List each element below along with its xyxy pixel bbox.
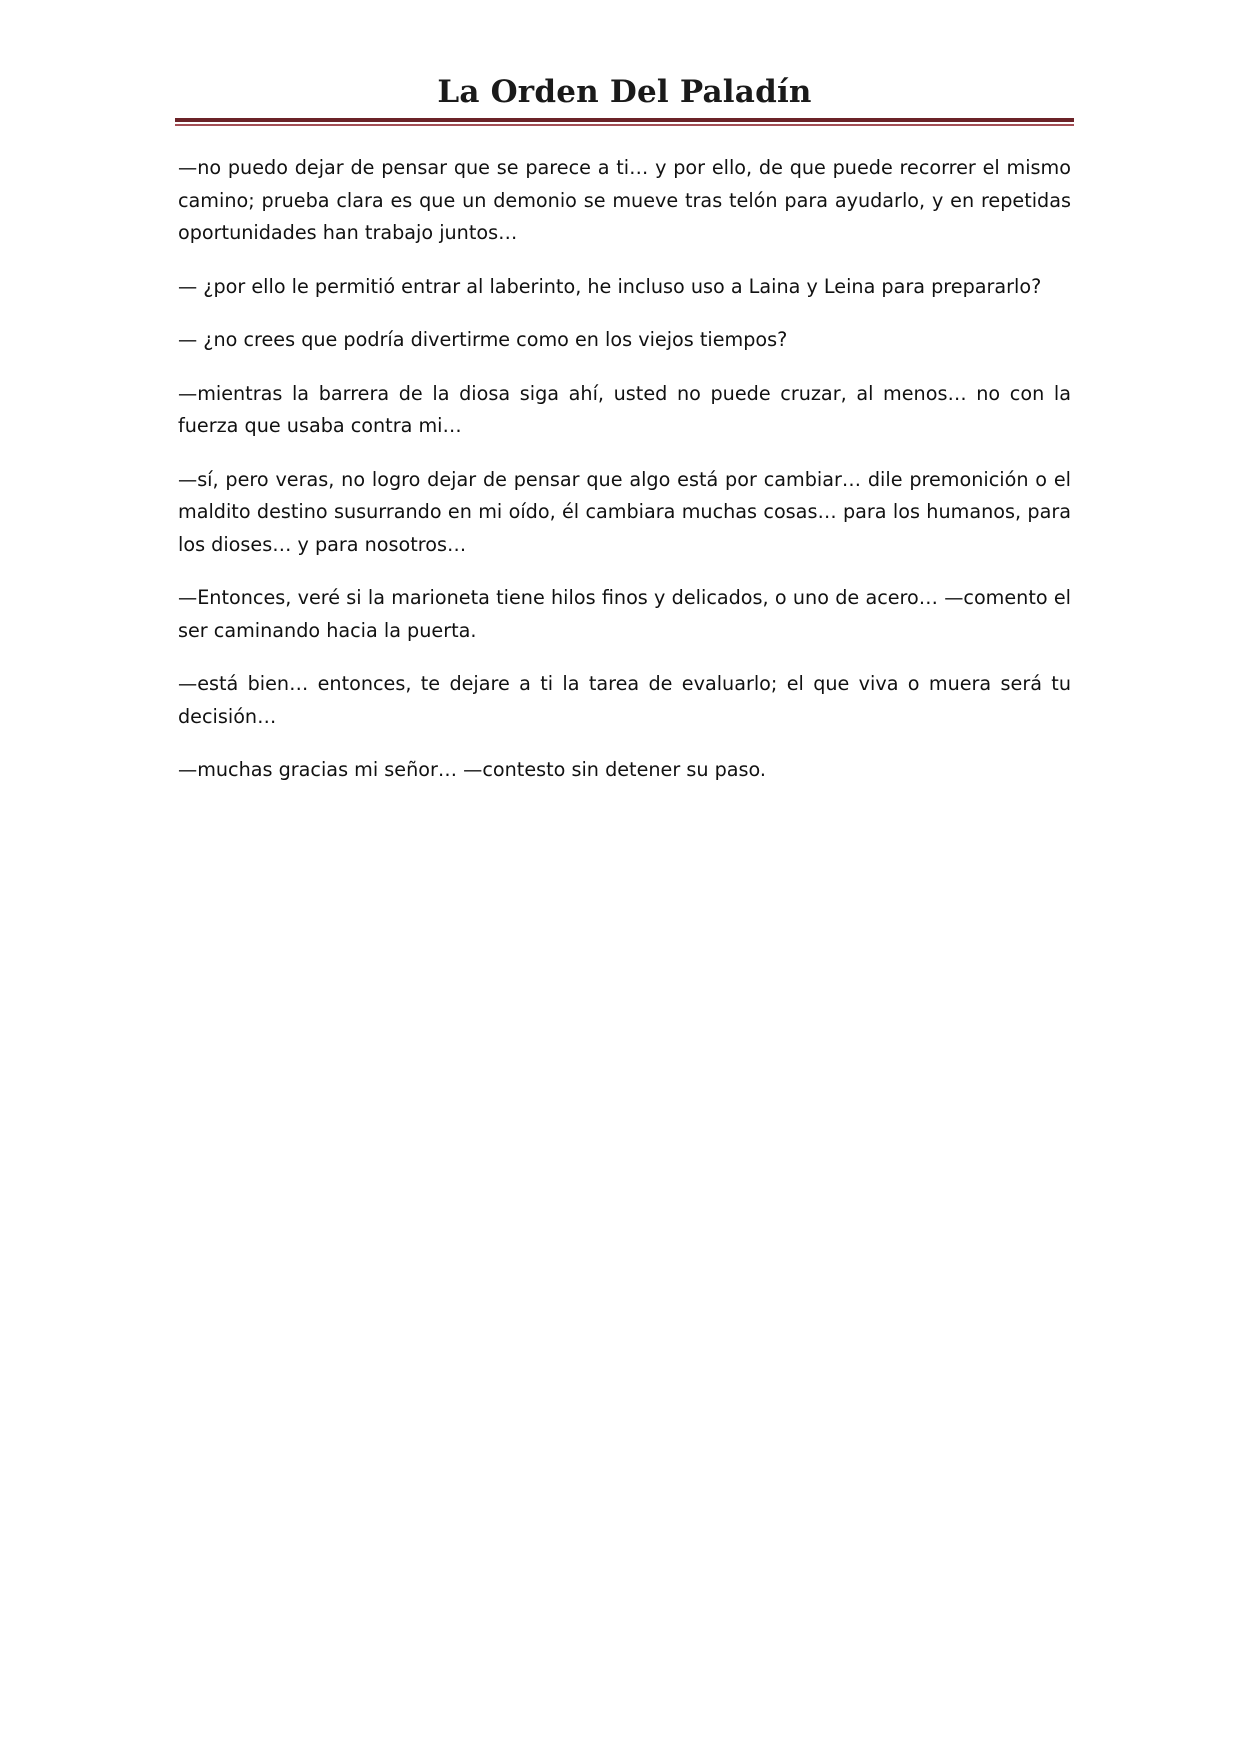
- paragraph: —está bien… entonces, te dejare a ti la tarea de evaluarlo; el que viva o muera será tu decisión…: [178, 672, 1071, 728]
- header-divider: [175, 118, 1074, 122]
- paragraph: —sí, pero veras, no logro dejar de pensar que algo está por cambiar… dile premonición o el maldito destino susurrando en mi oído, él cambiara muchas cosas… para los humanos, para los dioses… y para nosotros…: [178, 467, 1071, 556]
- document-body: [178, 152, 1071, 808]
- page-title: La Orden Del Paladín: [437, 74, 812, 110]
- paragraph: —no puedo dejar de pensar que se parece a ti… y por ello, de que puede recorrer el mismo camino; prueba clara es que un demonio se mueve tras telón para ayudarlo, y en repetidas oportunidades han trabajo juntos…: [178, 156, 1071, 244]
- paragraph: —muchas gracias mi señor… —contesto sin detener su paso.: [178, 758, 767, 781]
- paragraph: —mientras la barrera de la diosa siga ahí, usted no puede cruzar, al menos… no con la fuerza que usaba contra mi…: [178, 381, 1071, 437]
- page-header: [175, 72, 1074, 122]
- paragraph: —Entonces, veré si la marioneta tiene hilos finos y delicados, o uno de acero… —comento el ser caminando hacia la puerta.: [178, 586, 1071, 642]
- paragraph: — ¿no crees que podría divertirme como en los viejos tiempos?: [178, 328, 788, 351]
- paragraph: — ¿por ello le permitió entrar al laberinto, he incluso uso a Laina y Leina para prepararlo?: [178, 274, 1042, 298]
